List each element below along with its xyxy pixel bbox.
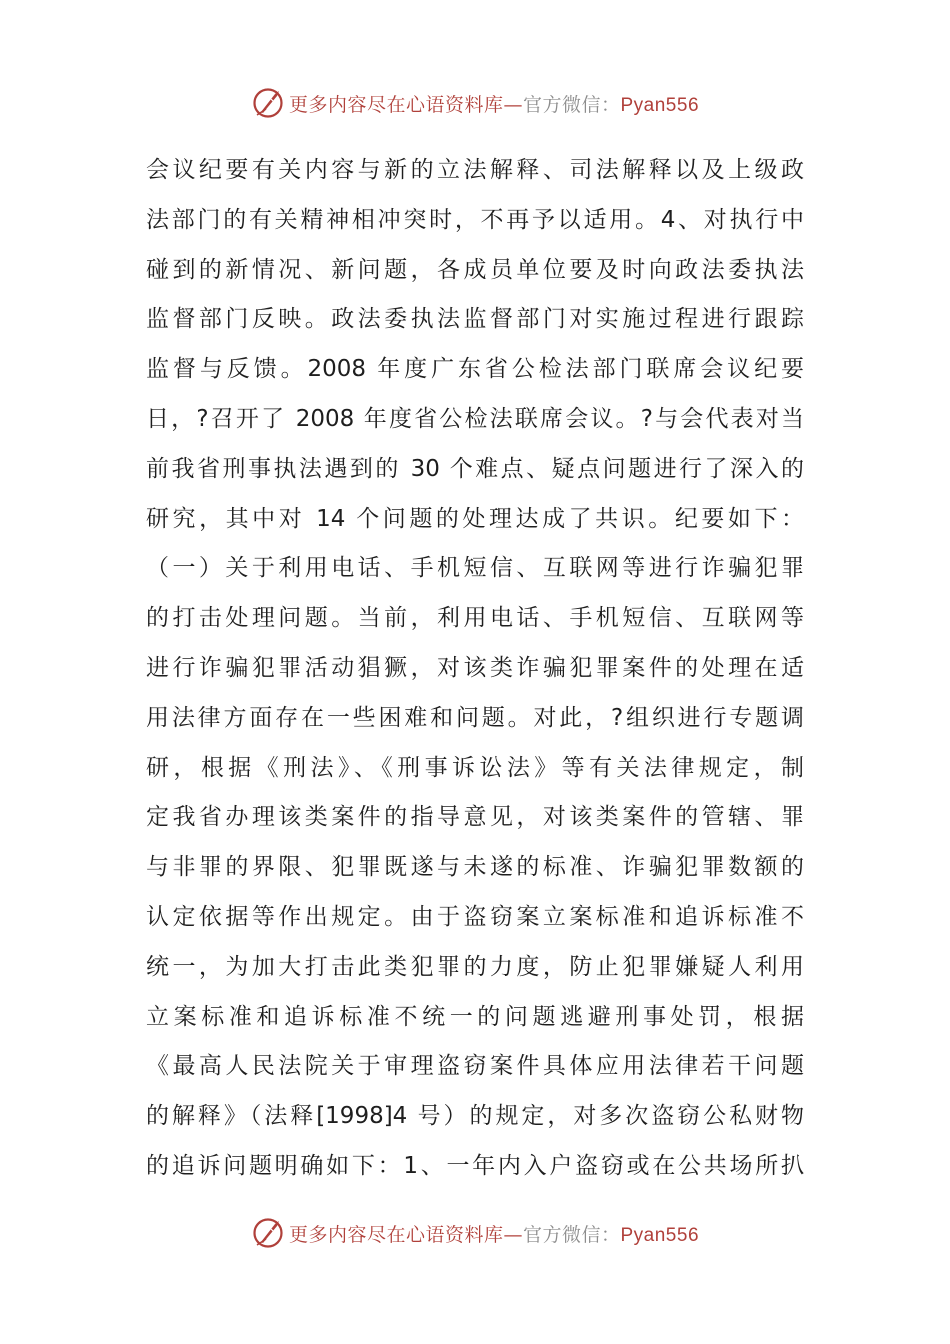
body-line: 法部门的有关精神相冲突时，不再予以适用。4、对执行中 bbox=[146, 206, 804, 233]
banner-title: 更多内容尽在心语资料库 bbox=[288, 93, 504, 116]
body-line: 立案标准和追诉标准不统一的问题逃避刑事处罚，根据 bbox=[146, 1003, 804, 1030]
body-line: （一）关于利用电话、手机短信、互联网等进行诈骗犯罪 bbox=[146, 555, 804, 582]
body-line: 的追诉问题明确如下：1、一年内入户盗窃或在公共场所扒 bbox=[146, 1152, 804, 1179]
document-body bbox=[146, 146, 804, 1192]
banner-dash: — bbox=[503, 1223, 523, 1246]
body-line: 日，?召开了 2008 年度省公检法联席会议。?与会代表对当 bbox=[146, 405, 804, 432]
body-line: 碰到的新情况、新问题，各成员单位要及时向政法委执法 bbox=[146, 256, 804, 283]
body-line: 用法律方面存在一些困难和问题。对此，?组织进行专题调 bbox=[146, 704, 804, 731]
body-line: 会议纪要有关内容与新的立法解释、司法解释以及上级政 bbox=[146, 157, 804, 183]
body-line: 的解释》（法释[1998]4 号）的规定，对多次盗窃公私财物 bbox=[146, 1103, 804, 1130]
banner-wechat-label: 官方微信： bbox=[522, 93, 621, 116]
banner-dash: — bbox=[503, 93, 523, 116]
body-line: 认定依据等作出规定。由于盗窃案立案标准和追诉标准不 bbox=[146, 903, 804, 930]
banner-wechat-label: 官方微信： bbox=[522, 1223, 621, 1246]
quill-logo-icon bbox=[251, 1215, 287, 1251]
body-line: 监督部门反映。政法委执法监督部门对实施过程进行跟踪 bbox=[146, 306, 804, 333]
body-line: 前我省刑事执法遇到的 30 个难点、疑点问题进行了深入的 bbox=[146, 455, 804, 482]
body-line: 《最高人民法院关于审理盗窃案件具体应用法律若干问题 bbox=[146, 1053, 804, 1080]
header-banner bbox=[0, 81, 950, 125]
body-line: 研究，其中对 14 个问题的处理达成了共识。纪要如下： bbox=[146, 505, 804, 532]
banner-wechat-id: Pyan556 bbox=[620, 94, 700, 116]
body-line: 研，根据《刑法》、《刑事诉讼法》等有关法律规定，制 bbox=[146, 754, 804, 781]
body-line: 监督与反馈。2008 年度广东省公检法部门联席会议纪要 bbox=[146, 356, 804, 383]
body-line: 统一，为加大打击此类犯罪的力度，防止犯罪嫌疑人利用 bbox=[146, 953, 804, 980]
body-line: 进行诈骗犯罪活动猖獗，对该类诈骗犯罪案件的处理在适 bbox=[146, 654, 804, 681]
banner-wechat-id: Pyan556 bbox=[620, 1224, 700, 1246]
banner-title: 更多内容尽在心语资料库 bbox=[288, 1223, 504, 1246]
footer-banner bbox=[0, 1211, 950, 1255]
body-line: 与非罪的界限、犯罪既遂与未遂的标准、诈骗犯罪数额的 bbox=[146, 854, 804, 881]
body-line: 定我省办理该类案件的指导意见，对该类案件的管辖、罪 bbox=[146, 804, 804, 831]
body-line: 的打击处理问题。当前，利用电话、手机短信、互联网等 bbox=[146, 605, 804, 632]
quill-logo-icon bbox=[251, 85, 287, 121]
